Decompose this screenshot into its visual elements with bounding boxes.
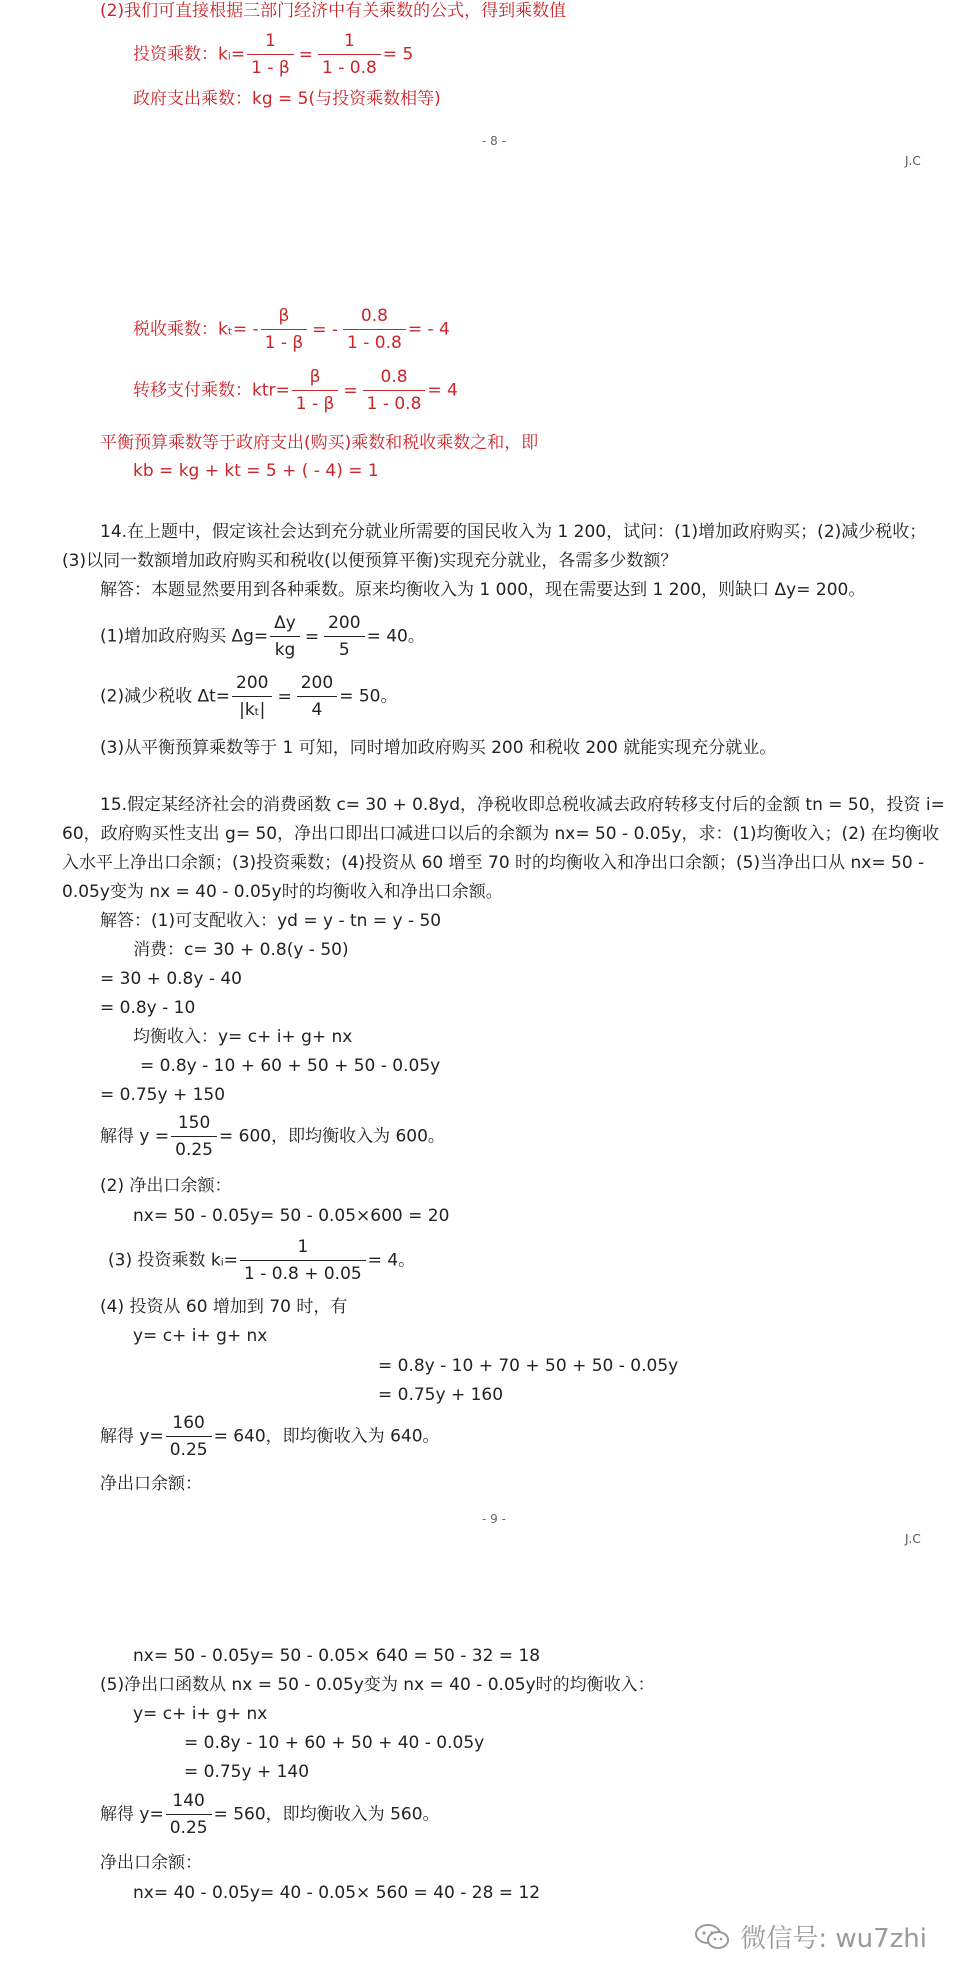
bottom-line-6: 解得 y= $\frac{140}{0.25}$ = 560，即均衡收入为 560。 — [100, 1791, 440, 1838]
label: 投资乘数： — [133, 44, 218, 65]
balanced-budget-line: 平衡预算乘数等于政府支出(购买)乘数和税收乘数之和，即 — [100, 433, 539, 453]
wechat-icon — [694, 1922, 732, 1952]
fraction: $\frac{1}{1 - 0.8}$ — [318, 30, 381, 79]
page-mark: J.C — [905, 154, 921, 168]
fraction: $\frac{160}{0.25}$ — [166, 1412, 212, 1461]
q15-step-6: = 0.8y - 10 + 60 + 50 + 50 - 0.05y — [140, 1056, 441, 1076]
q15-step-16: 解得 y= $\frac{160}{0.25}$ = 640，即均衡收入为 640。 — [100, 1413, 440, 1460]
q15-step-13: y= c+ i+ g+ nx — [133, 1326, 268, 1346]
q15-step-8: 解得 y = $\frac{150}{0.25}$ = 600，即均衡收入为 600。 — [100, 1113, 445, 1160]
q15-step-15: = 0.75y + 160 — [378, 1385, 504, 1405]
fraction: $\frac{200}{\text{|kₜ|}}$ — [232, 672, 272, 721]
fraction: $\frac{150}{0.25}$ — [171, 1112, 217, 1161]
fraction: $\frac{\Delta y}{kg}$ — [270, 612, 300, 661]
kb-line: kb = kg + kt = 5 + ( - 4) = 1 — [133, 461, 379, 481]
q15-step-1: 解答：(1)可支配收入：yd = y - tn = y - 50 — [100, 911, 442, 931]
watermark — [694, 1918, 927, 1955]
q15-step-12: (4) 投资从 60 增加到 70 时，有 — [100, 1297, 348, 1317]
fraction: $\frac{200}{4}$ — [297, 672, 337, 721]
intro-line: (2)我们可直接根据三部门经济中有关乘数的公式，得到乘数值 — [100, 1, 567, 21]
q15-step-2: 消费：c= 30 + 0.8(y - 50) — [133, 940, 349, 960]
q14-answer-3: (3)从平衡预算乘数等于 1 可知，同时增加政府购买 200 和税收 200 就能实现充分就业。 — [100, 738, 777, 758]
q15-step-17: 净出口余额： — [100, 1474, 202, 1494]
page-number: - 8 - — [482, 134, 506, 148]
transfer-multiplier: 转移支付乘数：ktr= $\frac{\beta}{1 - \beta}$ = $\frac{0.8}{1 - 0.8}$ = 4 — [133, 367, 458, 414]
fraction: $\frac{\beta}{1 - \beta}$ — [292, 366, 339, 415]
fraction: $\frac{200}{5}$ — [324, 612, 364, 661]
fraction: $\frac{140}{0.25}$ — [166, 1790, 212, 1839]
q14-line-2: (3)以同一数额增加政府购买和税收(以便预算平衡)实现充分就业，各需多少数额？ — [62, 551, 678, 571]
bottom-line-3: y= c+ i+ g+ nx — [133, 1704, 268, 1724]
bottom-line-5: = 0.75y + 140 — [184, 1762, 310, 1782]
tax-multiplier: 税收乘数：kₜ= - $\frac{\beta}{1 - \beta}$ = - $\frac{0.8}{1 - 0.8}$ = - 4 — [133, 306, 450, 353]
q15-line-1: 15.假定某经济社会的消费函数 c= 30 + 0.8yd，净税收即总税收减去政府转移支付后的金额 tn = 50，投资 i= — [100, 795, 945, 815]
watermark-text: 微信号: wu7zhi — [740, 1924, 927, 1954]
investment-multiplier: 投资乘数：kᵢ= $\frac{1}{1 - \beta}$ = $\frac{1}{1 - 0.8}$ = 5 — [133, 31, 414, 78]
q14-answer-1: (1)增加政府购买 Δg= $\frac{\Delta y}{kg}$ = $\frac{200}{5}$ = 40。 — [100, 613, 425, 660]
q15-step-10: nx= 50 - 0.05y= 50 - 0.05×600 = 20 — [133, 1206, 450, 1226]
q15-line-2: 60，政府购买性支出 g= 50，净出口即出口减进口以后的余额为 nx= 50 - 0.05y，求：(1)均衡收入；(2) 在均衡收 — [62, 824, 940, 844]
bottom-line-8: nx= 40 - 0.05y= 40 - 0.05× 560 = 40 - 28 = 12 — [133, 1883, 541, 1903]
q15-step-7: = 0.75y + 150 — [100, 1085, 226, 1105]
q15-step-4: = 0.8y - 10 — [100, 998, 196, 1018]
q14-line-1: 14.在上题中，假定该社会达到充分就业所需要的国民收入为 1 200，试问：(1)增加政府购买；(2)减少税收； — [100, 522, 927, 542]
bottom-line-7: 净出口余额： — [100, 1853, 202, 1873]
fraction: $\frac{0.8}{1 - 0.8}$ — [363, 366, 426, 415]
q15-step-9: (2) 净出口余额： — [100, 1176, 232, 1196]
page-mark: J.C — [905, 1532, 921, 1546]
page-number: - 9 - — [482, 1512, 506, 1526]
bottom-line-2: (5)净出口函数从 nx = 50 - 0.05y变为 nx = 40 - 0.05y时的均衡收入： — [100, 1675, 655, 1695]
q14-answer-intro: 解答：本题显然要用到各种乘数。原来均衡收入为 1 000，现在需要达到 1 200，则缺口 Δy= 200。 — [100, 580, 866, 600]
gov-multiplier: 政府支出乘数：kg = 5(与投资乘数相等) — [133, 89, 441, 109]
symbol: kᵢ= — [218, 44, 246, 65]
q15-step-3: = 30 + 0.8y - 40 — [100, 969, 243, 989]
fraction: $\frac{0.8}{1 - 0.8}$ — [343, 305, 406, 354]
q14-answer-2: (2)减少税收 Δt= $\frac{200}{\text{|kₜ|}}$ = $\frac{200}{4}$ = 50。 — [100, 673, 398, 720]
fraction: $\frac{\beta}{1 - \beta}$ — [261, 305, 308, 354]
fraction: $\frac{1}{1 - \beta}$ — [247, 30, 294, 79]
q15-step-11: (3) 投资乘数 kᵢ= $\frac{1}{1 - 0.8 + 0.05}$ = 4。 — [108, 1237, 416, 1284]
q15-line-4: 0.05y变为 nx = 40 - 0.05y时的均衡收入和净出口余额。 — [62, 882, 503, 902]
q15-line-3: 入水平上净出口余额；(3)投资乘数；(4)投资从 60 增至 70 时的均衡收入和净出口余额；(5)当净出口从 nx= 50 - — [62, 853, 925, 873]
bottom-line-1: nx= 50 - 0.05y= 50 - 0.05× 640 = 50 - 32 = 18 — [133, 1646, 541, 1666]
fraction: $\frac{1}{1 - 0.8 + 0.05}$ — [240, 1236, 366, 1285]
q15-step-14: = 0.8y - 10 + 70 + 50 + 50 - 0.05y — [378, 1356, 679, 1376]
bottom-line-4: = 0.8y - 10 + 60 + 50 + 40 - 0.05y — [184, 1733, 485, 1753]
q15-step-5: 均衡收入：y= c+ i+ g+ nx — [133, 1027, 353, 1047]
